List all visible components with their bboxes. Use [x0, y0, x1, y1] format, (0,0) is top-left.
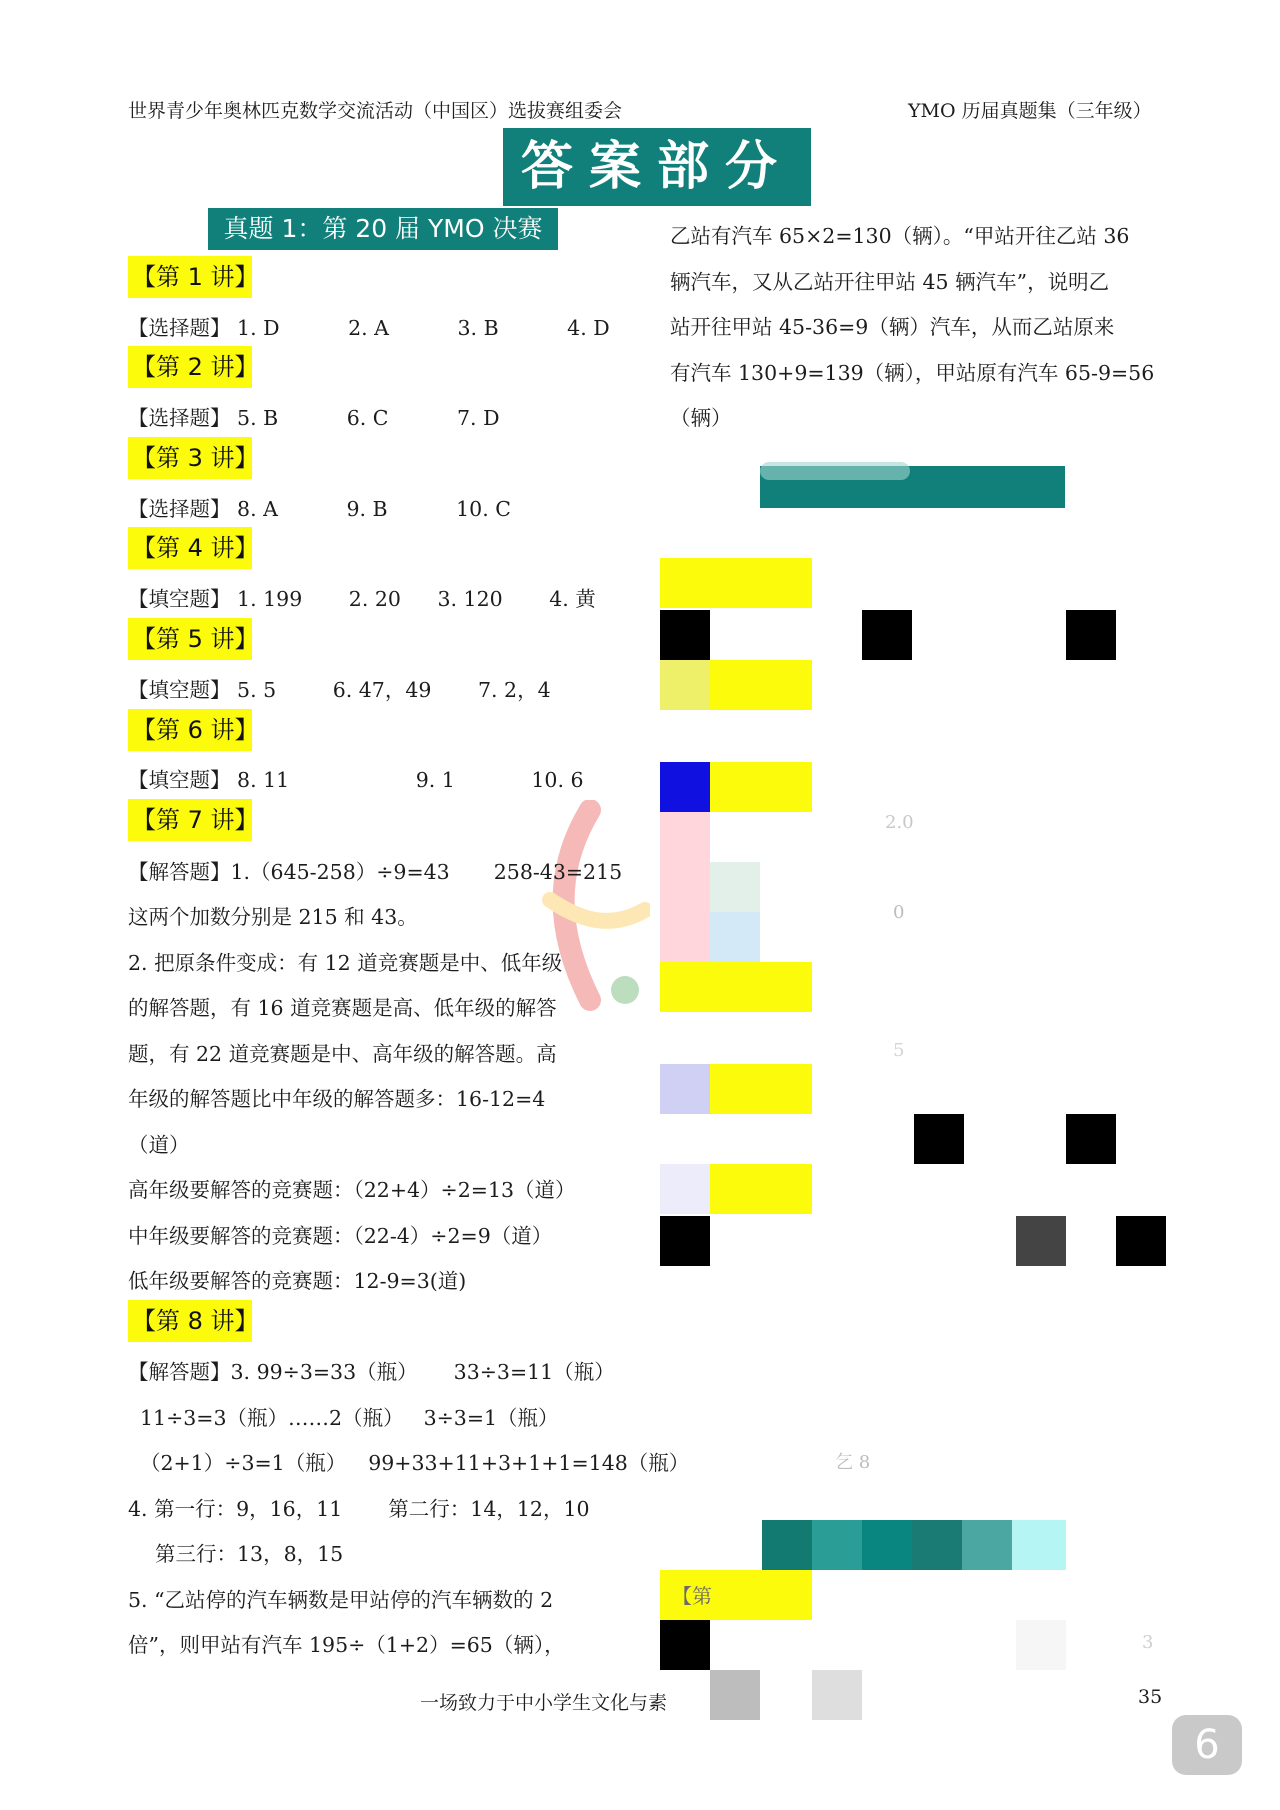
redacted-block [710, 1164, 812, 1214]
redacted-block [660, 812, 710, 962]
answer-item: 8. A [237, 497, 278, 521]
answer-item: 2. A [348, 316, 389, 340]
answer-item: 10. 6 [531, 768, 584, 792]
right-column-line: 站开往甲站 45-36=9（辆）汽车，从而乙站原来 [670, 315, 1115, 339]
header-right: YMO 历届真题集（三年级） [908, 100, 1152, 122]
solution-line [140, 1401, 559, 1431]
answer-item: 7. D [457, 406, 500, 430]
lecture-2-label: 【第 2 讲】 [128, 346, 252, 388]
footer-slogan: 一场致力于中小学生文化与素 [420, 1692, 668, 1714]
solution-line: 低年级要解答的竞赛题：12-9=3(道) [128, 1269, 467, 1293]
question-type: 【填空题】 [128, 587, 231, 611]
answer-item: 5. B [237, 406, 279, 430]
solution-line [128, 1355, 615, 1385]
solution-text: 4. 第一行：9，16，11 [128, 1497, 343, 1521]
solution-line: 的解答题，有 16 道竞赛题是高、低年级的解答 [128, 996, 557, 1020]
lecture-4-label: 【第 4 讲】 [128, 527, 252, 569]
solution-line [128, 855, 622, 885]
solution-line [128, 1492, 590, 1522]
answer-item: 1. D [237, 316, 280, 340]
text-fragment: 【第 [672, 1584, 712, 1608]
right-column-line: 有汽车 130+9=139（辆），甲站原有汽车 65-9=56 [670, 361, 1155, 385]
redacted-block [660, 1216, 710, 1266]
redacted-block [660, 1064, 710, 1114]
answer-item: 4. 黄 [549, 587, 596, 611]
redacted-block [710, 762, 812, 812]
solution-text: 258-43=215 [493, 860, 623, 884]
redacted-block [710, 862, 760, 912]
redacted-block [660, 1164, 710, 1214]
redacted-block [710, 1670, 760, 1720]
solution-line: 2. 把原条件变成：有 12 道竞赛题是中、低年级 [128, 951, 563, 975]
right-column-line: 乙站有汽车 65×2=130（辆）。“甲站开往乙站 36 [670, 224, 1130, 248]
redacted-block [1012, 1520, 1066, 1570]
text-fragment: 3 [1142, 1632, 1154, 1653]
redacted-block [862, 1520, 912, 1570]
text-fragment: 5 [893, 1040, 905, 1061]
solution-line: 5. “乙站停的汽车辆数是甲站停的汽车辆数的 2 [128, 1588, 554, 1612]
redacted-block [710, 1064, 812, 1114]
solution-text: （2+1）÷3=1（瓶） [140, 1451, 347, 1475]
lecture-8-label: 【第 8 讲】 [128, 1300, 252, 1342]
redacted-block [660, 1620, 710, 1670]
question-type: 【选择题】 [128, 497, 231, 521]
solution-line: 第三行：13，8，15 [155, 1542, 344, 1566]
redacted-block [710, 660, 812, 710]
solution-line: 这两个加数分别是 215 和 43。 [128, 905, 418, 929]
solution-text: 99+33+11+3+1+1=148（瓶） [368, 1451, 690, 1475]
solution-line: 高年级要解答的竞赛题：（22+4）÷2=13（道） [128, 1178, 576, 1202]
answers-banner: 答案部分 [503, 128, 811, 206]
solution-line: 中年级要解答的竞赛题：（22-4）÷2=9（道） [128, 1224, 553, 1248]
answer-row-4 [128, 582, 596, 612]
redacted-block [812, 1670, 862, 1720]
redacted-block [914, 1114, 964, 1164]
solution-line: 倍”，则甲站有汽车 195÷（1+2）=65（辆）， [128, 1633, 565, 1657]
answer-item: 7. 2，4 [477, 678, 551, 702]
redacted-block [660, 762, 710, 812]
redacted-block [912, 1520, 962, 1570]
text-fragment: 2.0 [885, 812, 914, 833]
right-column-line: 辆汽车，又从乙站开往甲站 45 辆汽车”，说明乙 [670, 270, 1110, 294]
redacted-block [1066, 610, 1116, 660]
solution-text: 33÷3=11（瓶） [453, 1360, 615, 1384]
header-left: 世界青少年奥林匹克数学交流活动（中国区）选拔赛组委会 [128, 100, 623, 122]
redacted-block [862, 610, 912, 660]
redacted-block [1116, 1216, 1166, 1266]
redacted-block [660, 558, 812, 608]
question-type: 【填空题】 [128, 678, 231, 702]
answer-item: 6. 47，49 [332, 678, 432, 702]
lecture-7-label: 【第 7 讲】 [128, 799, 252, 841]
solution-text: 第二行：14，12，10 [388, 1497, 590, 1521]
answer-row-5 [128, 673, 551, 703]
redacted-block [660, 610, 710, 660]
lecture-1-label: 【第 1 讲】 [128, 256, 252, 298]
redacted-block [1066, 1114, 1116, 1164]
question-type: 【选择题】 [128, 316, 231, 340]
page-number: 35 [1138, 1686, 1163, 1708]
solution-text: 【解答题】1.（645-258）÷9=43 [128, 860, 450, 884]
answer-item: 3. 120 [437, 587, 503, 611]
question-type: 【填空题】 [128, 768, 231, 792]
answer-item: 5. 5 [237, 678, 277, 702]
answer-row-2 [128, 401, 500, 431]
redacted-block [1016, 1216, 1066, 1266]
answer-item: 6. C [346, 406, 389, 430]
redacted-block [660, 660, 710, 710]
redacted-block [812, 1520, 862, 1570]
solution-text: 3÷3=1（瓶） [423, 1406, 559, 1430]
redacted-block [1016, 1620, 1066, 1670]
watermark-logo [530, 800, 650, 1020]
redacted-blur [760, 462, 910, 480]
text-fragment: 0 [893, 902, 905, 923]
redacted-block [762, 1520, 812, 1570]
answer-item: 4. D [567, 316, 610, 340]
lecture-5-label: 【第 5 讲】 [128, 618, 252, 660]
right-column-line: （辆） [670, 406, 732, 430]
answer-item: 10. C [456, 497, 511, 521]
solution-text: 【解答题】3. 99÷3=33（瓶） [128, 1360, 418, 1384]
solution-line: 年级的解答题比中年级的解答题多：16-12=4 [128, 1087, 546, 1111]
answer-row-3 [128, 492, 511, 522]
answer-item: 9. B [346, 497, 388, 521]
lecture-3-label: 【第 3 讲】 [128, 437, 252, 479]
answer-row-1 [128, 311, 610, 341]
answer-item: 9. 1 [415, 768, 455, 792]
exam-title-banner: 真题 1：第 20 届 YMO 决赛 [208, 208, 558, 250]
page-badge: 6 [1172, 1715, 1242, 1775]
solution-line [140, 1446, 689, 1476]
answer-row-6 [128, 763, 584, 793]
lecture-6-label: 【第 6 讲】 [128, 709, 252, 751]
answer-item: 1. 199 [237, 587, 303, 611]
solution-line: （道） [128, 1133, 190, 1157]
text-fragment: 乞 8 [835, 1452, 871, 1473]
answer-item: 8. 11 [237, 768, 290, 792]
question-type: 【选择题】 [128, 406, 231, 430]
solution-line: 题，有 22 道竞赛题是中、高年级的解答题。高 [128, 1042, 557, 1066]
redacted-block [962, 1520, 1012, 1570]
answer-item: 2. 20 [348, 587, 401, 611]
answer-item: 3. B [457, 316, 499, 340]
solution-text: 11÷3=3（瓶）……2（瓶） [140, 1406, 404, 1430]
redacted-block [710, 912, 760, 962]
redacted-block [660, 962, 812, 1012]
